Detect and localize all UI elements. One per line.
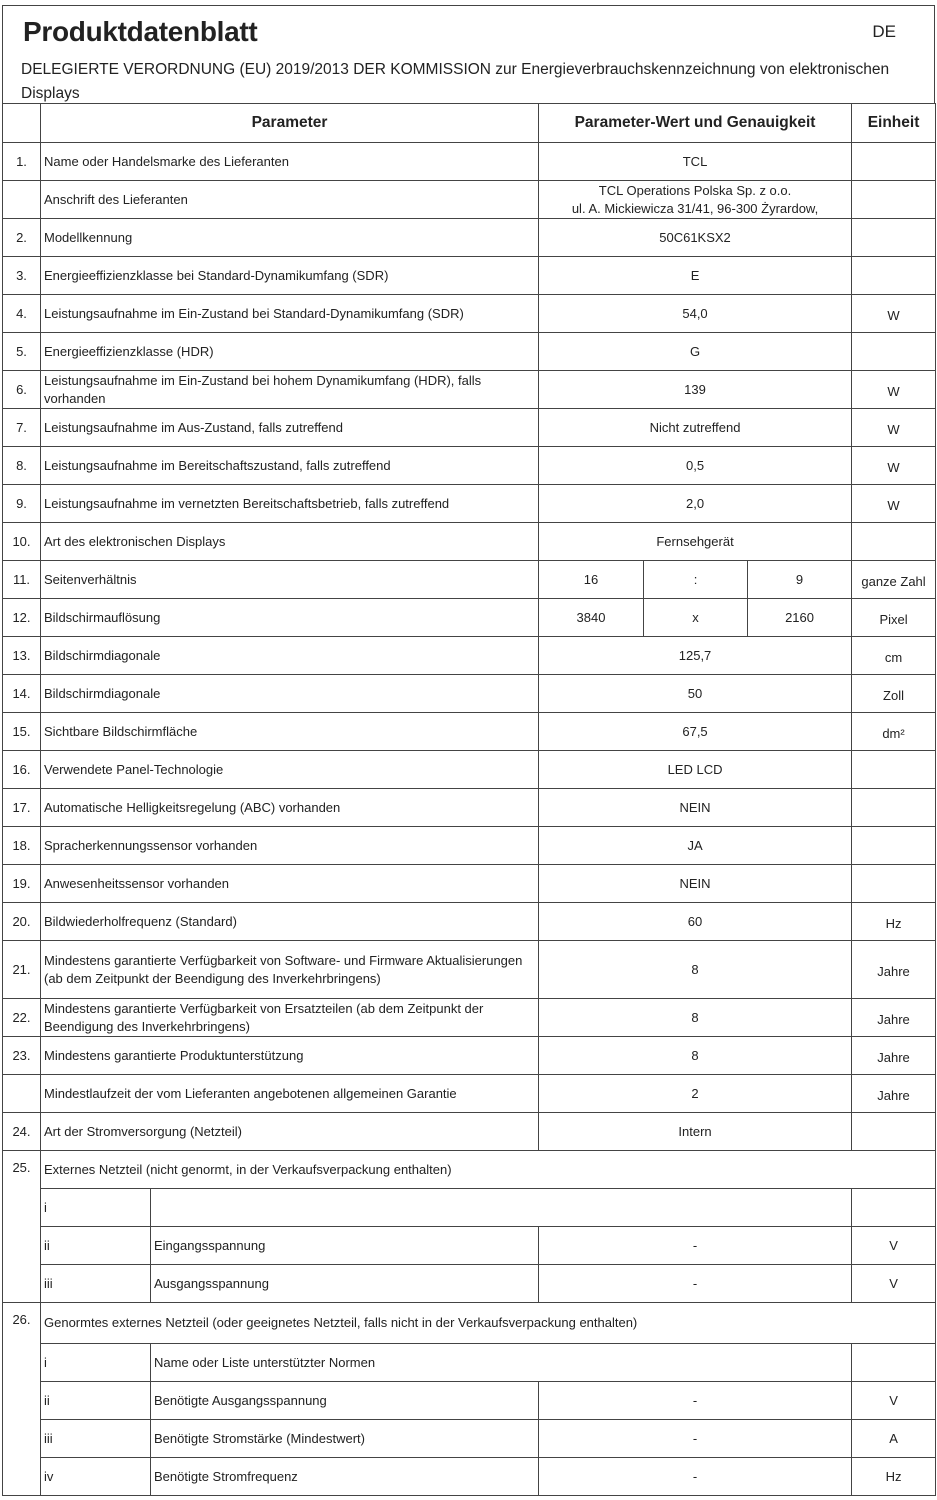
unit: W xyxy=(852,447,936,485)
unit xyxy=(852,523,936,561)
row-number: 5. xyxy=(3,333,41,371)
value-part-2: 2160 xyxy=(748,599,852,637)
table-row xyxy=(3,865,936,903)
sub-value: - xyxy=(539,1382,852,1420)
parameter-value: 8 xyxy=(539,941,852,999)
table-row xyxy=(3,561,936,599)
value-part-1: 3840 xyxy=(539,599,644,637)
unit: Hz xyxy=(852,903,936,941)
parameter-value: NEIN xyxy=(539,865,852,903)
unit xyxy=(852,257,936,295)
parameter-name: Leistungsaufnahme im vernetzten Bereitschaftsbetrieb, falls zutreffend xyxy=(41,485,539,523)
table-row xyxy=(3,1113,936,1151)
parameter-name: Bildwiederholfrequenz (Standard) xyxy=(41,903,539,941)
parameter-name: Leistungsaufnahme im Bereitschaftszustand, falls zutreffend xyxy=(41,447,539,485)
parameter-name: Modellkennung xyxy=(41,219,539,257)
parameter-name: Spracherkennungssensor vorhanden xyxy=(41,827,539,865)
parameter-name: Bildschirmauflösung xyxy=(41,599,539,637)
unit: Jahre xyxy=(852,999,936,1037)
unit xyxy=(852,181,936,219)
row-number: 1. xyxy=(3,143,41,181)
row-number: 16. xyxy=(3,751,41,789)
table-row xyxy=(3,523,936,561)
sub-index: iv xyxy=(41,1458,151,1496)
section-row xyxy=(3,1151,936,1189)
row-number: 15. xyxy=(3,713,41,751)
row-number: 14. xyxy=(3,675,41,713)
sub-value: - xyxy=(539,1265,852,1303)
table-row xyxy=(3,941,936,999)
table-row xyxy=(3,637,936,675)
sub-index: ii xyxy=(41,1382,151,1420)
parameter-value: 2,0 xyxy=(539,485,852,523)
sub-row xyxy=(3,1382,936,1420)
parameter-value: Nicht zutreffend xyxy=(539,409,852,447)
parameter-name: Seitenverhältnis xyxy=(41,561,539,599)
table-row xyxy=(3,999,936,1037)
parameter-name: Verwendete Panel-Technologie xyxy=(41,751,539,789)
unit: dm² xyxy=(852,713,936,751)
sub-value: - xyxy=(539,1458,852,1496)
section-number: 26. xyxy=(3,1303,41,1496)
parameter-value: 0,5 xyxy=(539,447,852,485)
parameter-value: 125,7 xyxy=(539,637,852,675)
row-number: 7. xyxy=(3,409,41,447)
language-code: DE xyxy=(872,22,896,41)
table-header-row xyxy=(3,104,936,143)
value-part-2: 9 xyxy=(748,561,852,599)
row-number: 6. xyxy=(3,371,41,409)
sub-row xyxy=(3,1265,936,1303)
parameter-value: LED LCD xyxy=(539,751,852,789)
unit xyxy=(852,865,936,903)
table-row xyxy=(3,1075,936,1113)
table-row xyxy=(3,903,936,941)
table-row xyxy=(3,827,936,865)
parameter-name: Art des elektronischen Displays xyxy=(41,523,539,561)
sub-row xyxy=(3,1189,936,1227)
parameter-name: Leistungsaufnahme im Ein-Zustand bei Standard-Dynamikumfang (SDR) xyxy=(41,295,539,333)
parameter-name: Bildschirmdiagonale xyxy=(41,637,539,675)
parameter-value: TCL xyxy=(539,143,852,181)
table-row xyxy=(3,371,936,409)
row-number: 13. xyxy=(3,637,41,675)
value-part-1: 16 xyxy=(539,561,644,599)
row-number: 17. xyxy=(3,789,41,827)
regulation-text: DELEGIERTE VERORDNUNG (EU) 2019/2013 DER KOMMISSION zur Energieverbrauchskennzeichnung von elektronischen Displays xyxy=(21,61,890,102)
parameter-name: Mindestens garantierte Verfügbarkeit von Software- und Firmware Aktualisierungen (ab dem Zeitpunkt der Beendigung des Inverkehrbringens) xyxy=(41,941,539,999)
parameter-name: Bildschirmdiagonale xyxy=(41,675,539,713)
parameter-name: Leistungsaufnahme im Ein-Zustand bei hohem Dynamikumfang (HDR), falls vorhanden xyxy=(41,371,539,409)
unit xyxy=(852,1113,936,1151)
row-number: 8. xyxy=(3,447,41,485)
unit: ganze Zahl xyxy=(852,561,936,599)
table-row xyxy=(3,485,936,523)
sub-unit xyxy=(852,1189,936,1227)
unit: W xyxy=(852,295,936,333)
parameter-name: Energieeffizienzklasse (HDR) xyxy=(41,333,539,371)
sub-index: iii xyxy=(41,1265,151,1303)
parameter-value: 60 xyxy=(539,903,852,941)
unit: Jahre xyxy=(852,941,936,999)
sub-parameter: Name oder Liste unterstützter Normen xyxy=(151,1344,852,1382)
sub-parameter: Eingangsspannung xyxy=(151,1227,539,1265)
parameter-name: Mindestlaufzeit der vom Lieferanten angebotenen allgemeinen Garantie xyxy=(41,1075,539,1113)
unit: W xyxy=(852,485,936,523)
row-number: 20. xyxy=(3,903,41,941)
parameter-name: Anschrift des Lieferanten xyxy=(41,181,539,219)
table-row xyxy=(3,713,936,751)
value-separator: x xyxy=(644,599,748,637)
unit: Jahre xyxy=(852,1075,936,1113)
sub-unit xyxy=(852,1344,936,1382)
parameter-value: 8 xyxy=(539,999,852,1037)
unit xyxy=(852,827,936,865)
parameter-value: 2 xyxy=(539,1075,852,1113)
parameter-name: Mindestens garantierte Produktunterstützung xyxy=(41,1037,539,1075)
row-number: 19. xyxy=(3,865,41,903)
row-number: 4. xyxy=(3,295,41,333)
table-row xyxy=(3,143,936,181)
parameter-name: Sichtbare Bildschirmfläche xyxy=(41,713,539,751)
row-number: 11. xyxy=(3,561,41,599)
sub-index: ii xyxy=(41,1227,151,1265)
unit xyxy=(852,143,936,181)
sub-parameter: Benötigte Stromstärke (Mindestwert) xyxy=(151,1420,539,1458)
row-number xyxy=(3,1075,41,1113)
table-row xyxy=(3,257,936,295)
parameter-name: Leistungsaufnahme im Aus-Zustand, falls zutreffend xyxy=(41,409,539,447)
unit: W xyxy=(852,371,936,409)
parameter-value: 50 xyxy=(539,675,852,713)
row-number: 12. xyxy=(3,599,41,637)
unit xyxy=(852,333,936,371)
sub-parameter: Benötigte Ausgangsspannung xyxy=(151,1382,539,1420)
row-number: 22. xyxy=(3,999,41,1037)
parameter-value: G xyxy=(539,333,852,371)
row-number: 23. xyxy=(3,1037,41,1075)
parameter-value: 54,0 xyxy=(539,295,852,333)
table-row xyxy=(3,295,936,333)
section-title: Genormtes externes Netzteil (oder geeignetes Netzteil, falls nicht in der Verkaufsverpackung enthalten) xyxy=(41,1303,936,1344)
parameter-value: NEIN xyxy=(539,789,852,827)
parameter-name: Art der Stromversorgung (Netzteil) xyxy=(41,1113,539,1151)
row-number: 10. xyxy=(3,523,41,561)
page-title: Produktdatenblatt xyxy=(23,16,258,47)
table-row xyxy=(3,447,936,485)
parameter-value: 50C61KSX2 xyxy=(539,219,852,257)
value-separator: : xyxy=(644,561,748,599)
table-row xyxy=(3,181,936,219)
row-number: 9. xyxy=(3,485,41,523)
unit: cm xyxy=(852,637,936,675)
number-header xyxy=(3,104,41,143)
table-row xyxy=(3,409,936,447)
parameter-name: Automatische Helligkeitsregelung (ABC) vorhanden xyxy=(41,789,539,827)
parameter-name: Name oder Handelsmarke des Lieferanten xyxy=(41,143,539,181)
sub-row xyxy=(3,1458,936,1496)
sub-parameter: Ausgangsspannung xyxy=(151,1265,539,1303)
row-number: 3. xyxy=(3,257,41,295)
sub-index: i xyxy=(41,1189,151,1227)
sub-unit: V xyxy=(852,1227,936,1265)
unit xyxy=(852,789,936,827)
sub-value: - xyxy=(539,1420,852,1458)
parameter-value: E xyxy=(539,257,852,295)
table-row xyxy=(3,675,936,713)
parameter-name: Mindestens garantierte Verfügbarkeit von Ersatzteilen (ab dem Zeitpunkt der Beendigung des Inverkehrbringens) xyxy=(41,999,539,1037)
parameter-value: TCL Operations Polska Sp. z o.o. ul. A. Mickiewicza 31/41, 96-300 Żyrardow, xyxy=(539,181,852,219)
sub-index: i xyxy=(41,1344,151,1382)
parameter-value: 139 xyxy=(539,371,852,409)
sub-row xyxy=(3,1344,936,1382)
parameter-value: Fernsehgerät xyxy=(539,523,852,561)
table-row xyxy=(3,789,936,827)
table-row xyxy=(3,219,936,257)
unit: W xyxy=(852,409,936,447)
section-number: 25. xyxy=(3,1151,41,1303)
row-number: 21. xyxy=(3,941,41,999)
sheet-header xyxy=(2,5,935,104)
parameter-value: 67,5 xyxy=(539,713,852,751)
section-row xyxy=(3,1303,936,1344)
sub-unit: A xyxy=(852,1420,936,1458)
sub-index: iii xyxy=(41,1420,151,1458)
unit: Zoll xyxy=(852,675,936,713)
parameter-name: Anwesenheitssensor vorhanden xyxy=(41,865,539,903)
parameter-value: Intern xyxy=(539,1113,852,1151)
parameter-table xyxy=(2,103,936,1496)
sub-unit: V xyxy=(852,1265,936,1303)
parameter-name: Energieeffizienzklasse bei Standard-Dynamikumfang (SDR) xyxy=(41,257,539,295)
unit: Jahre xyxy=(852,1037,936,1075)
sub-unit: Hz xyxy=(852,1458,936,1496)
row-number: 18. xyxy=(3,827,41,865)
parameter-header: Parameter xyxy=(41,104,539,143)
unit: Pixel xyxy=(852,599,936,637)
sub-parameter xyxy=(151,1189,852,1227)
unit xyxy=(852,219,936,257)
sub-unit: V xyxy=(852,1382,936,1420)
row-number: 24. xyxy=(3,1113,41,1151)
sub-row xyxy=(3,1227,936,1265)
unit xyxy=(852,751,936,789)
table-row xyxy=(3,599,936,637)
table-row xyxy=(3,333,936,371)
section-title: Externes Netzteil (nicht genormt, in der Verkaufsverpackung enthalten) xyxy=(41,1151,936,1189)
sub-parameter: Benötigte Stromfrequenz xyxy=(151,1458,539,1496)
value-header: Parameter-Wert und Genauigkeit xyxy=(539,104,852,143)
sub-value: - xyxy=(539,1227,852,1265)
parameter-value: JA xyxy=(539,827,852,865)
row-number: 2. xyxy=(3,219,41,257)
row-number xyxy=(3,181,41,219)
parameter-value: 8 xyxy=(539,1037,852,1075)
unit-header: Einheit xyxy=(852,104,936,143)
table-row xyxy=(3,1037,936,1075)
sub-row xyxy=(3,1420,936,1458)
table-row xyxy=(3,751,936,789)
